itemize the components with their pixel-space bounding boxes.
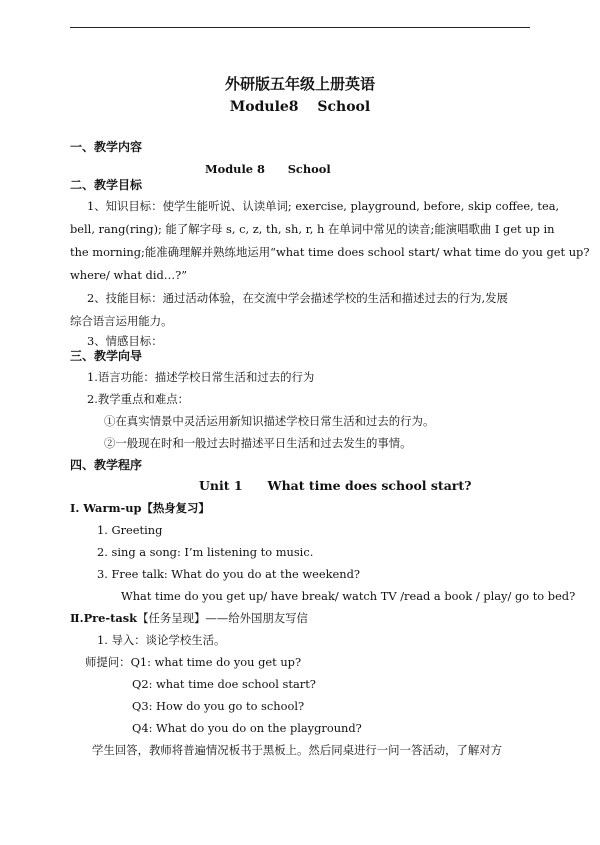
warmup-item-3: 3. Free talk: What do you do at the weekend?: [97, 567, 361, 581]
module-label: Module 8 School: [205, 162, 331, 176]
goal-2-line-2: 综合语言运用能力。: [70, 314, 173, 328]
goal-1-line-2: bell, rang(ring); 能了解字母 s, c, z, th, sh, r, h 在单词中常见的读音;能演唱歌曲 I get up in: [70, 222, 555, 236]
section-1-heading: 一、教学内容: [70, 140, 143, 154]
goal-3: 3、情感目标：: [87, 334, 163, 348]
warmup-heading-cn: 【热身复习】: [141, 501, 210, 515]
pretask-ask-q1: 师提问：Q1: what time do you get up?: [85, 655, 302, 669]
warmup-heading-en: Ⅰ. Warm-up: [70, 501, 142, 515]
header-rule: [70, 27, 530, 28]
warmup-heading: [70, 501, 210, 515]
pretask-last-line: 学生回答，教师将普遍情况板书于黑板上。然后同桌进行一问一答活动，了解对方: [92, 743, 503, 757]
warmup-item-4: What time do you get up/ have break/ watch TV /read a book / play/ go to bed?: [121, 589, 576, 603]
document-subtitle: Module8 School: [229, 99, 371, 115]
unit-title: Unit 1 What time does school start?: [199, 478, 472, 493]
section-3-heading: 三、教学向导: [70, 349, 143, 363]
document-title: 外研版五年级上册英语: [224, 75, 375, 93]
section-2-heading: 二、教学目标: [70, 178, 143, 192]
guide-item-2: 2.教学重点和难点：: [87, 392, 189, 406]
pretask-intro: 1. 导入：谈论学校生活。: [97, 633, 226, 647]
pretask-q2: Q2: what time doe school start?: [132, 677, 316, 691]
warmup-item-2: 2. sing a song: I’m listening to music.: [97, 545, 314, 559]
pretask-heading: [70, 611, 308, 625]
section-4-heading: 四、教学程序: [70, 458, 143, 472]
goal-1-line-4: where/ what did…?”: [70, 268, 188, 282]
guide-item-3: ①在真实情景中灵活运用新知识描述学校日常生活和过去的行为。: [104, 414, 435, 428]
guide-item-1: 1.语言功能：描述学校日常生活和过去的行为: [87, 370, 315, 384]
pretask-q3: Q3: How do you go to school?: [132, 699, 305, 713]
guide-item-4: ②一般现在时和一般过去时描述平日生活和过去发生的事情。: [104, 436, 412, 450]
pretask-q4: Q4: What do you do on the playground?: [132, 721, 362, 735]
warmup-item-1: 1. Greeting: [97, 523, 163, 537]
goal-1-line-3: the morning;能准确理解并熟练地运用“what time does school start/ what time do you get up?: [70, 245, 590, 259]
goal-1-line-1: 1、知识目标：使学生能听说、认读单词; exercise, playground, before, skip coffee, tea,: [87, 199, 560, 213]
pretask-heading-en: Ⅱ.Pre-task: [70, 611, 138, 625]
goal-2-line-1: 2、技能目标：通过活动体验，在交流中学会描述学校的生活和描述过去的行为,发展: [87, 291, 508, 305]
pretask-heading-cn: 【任务呈现】——给外国朋友写信: [137, 611, 308, 625]
